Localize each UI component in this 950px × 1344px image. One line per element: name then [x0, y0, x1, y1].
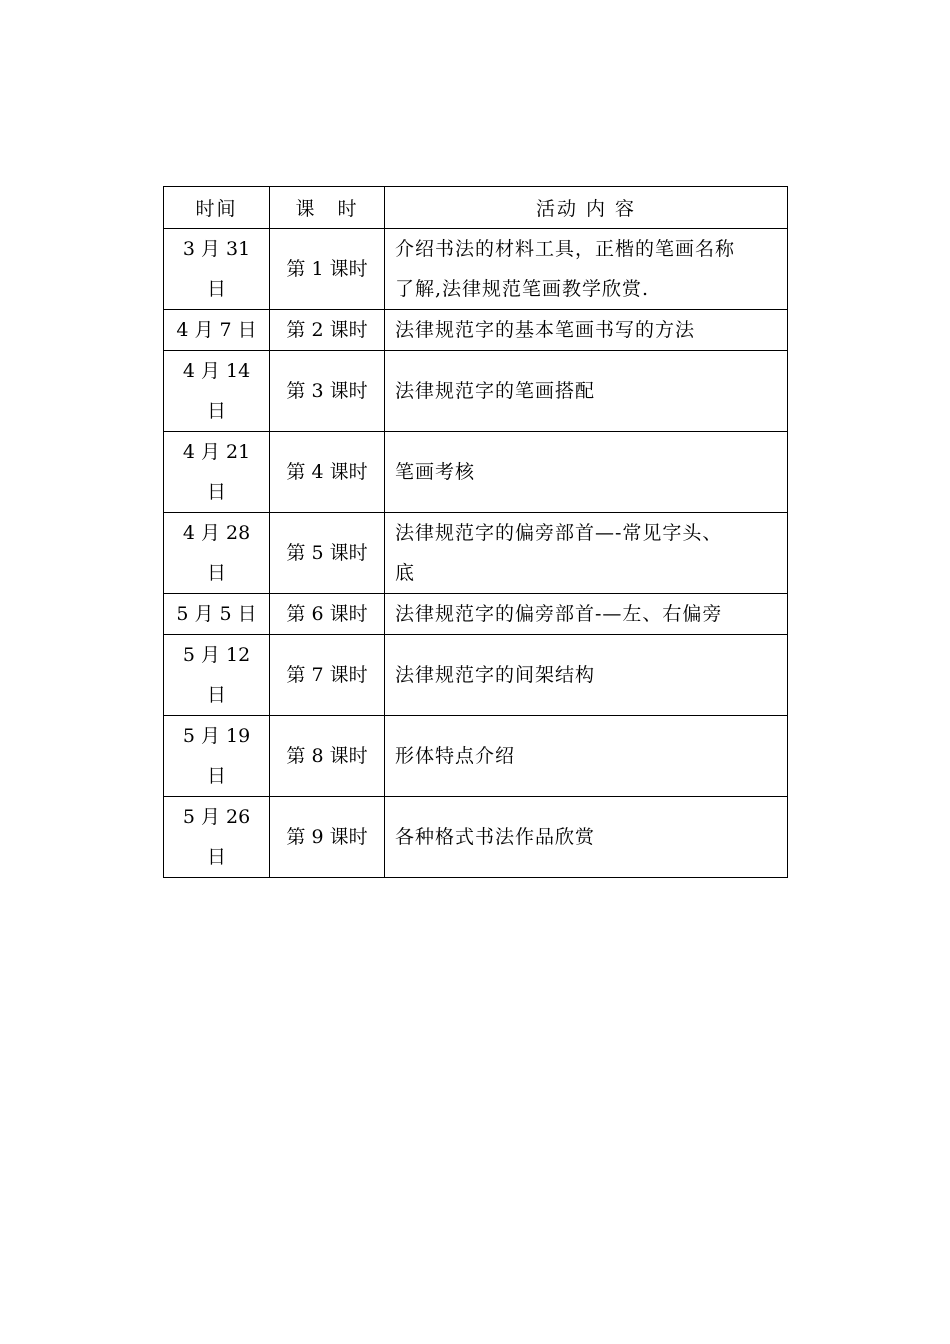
table-row	[164, 594, 788, 635]
date-cell: 4 月 7 日	[164, 310, 270, 351]
header-content: 活动 内 容	[385, 187, 788, 229]
table-row	[164, 229, 788, 310]
table-row	[164, 797, 788, 878]
period-cell: 第 4 课时	[270, 432, 385, 513]
period-cell: 第 7 课时	[270, 635, 385, 716]
date-line-1: 5 月 19	[182, 725, 251, 747]
date-line-2: 日	[206, 278, 226, 300]
date-line-2: 日	[206, 400, 226, 422]
table-row	[164, 351, 788, 432]
content-cell	[385, 229, 788, 310]
period-cell: 第 3 课时	[270, 351, 385, 432]
date-cell	[164, 229, 270, 310]
content-cell: 形体特点介绍	[385, 716, 788, 797]
period-cell: 第 1 课时	[270, 229, 385, 310]
date-line-2: 日	[206, 562, 226, 584]
period-cell: 第 2 课时	[270, 310, 385, 351]
content-cell: 法律规范字的笔画搭配	[385, 351, 788, 432]
table-row	[164, 310, 788, 351]
date-cell: 5 月 5 日	[164, 594, 270, 635]
content-cell: 法律规范字的基本笔画书写的方法	[385, 310, 788, 351]
date-cell	[164, 513, 270, 594]
date-cell	[164, 635, 270, 716]
period-cell: 第 5 课时	[270, 513, 385, 594]
content-cell: 法律规范字的偏旁部首-—左、右偏旁	[385, 594, 788, 635]
date-cell	[164, 351, 270, 432]
period-cell: 第 9 课时	[270, 797, 385, 878]
content-line-1: 介绍书法的材料工具，正楷的笔画名称	[395, 238, 736, 260]
content-line-1: 法律规范字的偏旁部首—-常见字头、	[395, 522, 723, 544]
date-line-1: 3 月 31	[182, 238, 251, 260]
content-cell	[385, 513, 788, 594]
content-cell: 笔画考核	[385, 432, 788, 513]
date-line-2: 日	[206, 481, 226, 503]
header-date: 时间	[164, 187, 270, 229]
table-row	[164, 716, 788, 797]
date-line-1: 4 月 14	[182, 360, 251, 382]
date-line-2: 日	[206, 684, 226, 706]
header-row	[164, 187, 788, 229]
schedule-table	[163, 186, 788, 878]
date-line-1: 5 月 26	[182, 806, 251, 828]
date-line-1: 5 月 12	[182, 644, 251, 666]
date-line-1: 4 月 21	[182, 441, 251, 463]
content-cell: 各种格式书法作品欣赏	[385, 797, 788, 878]
content-line-2: 底	[395, 562, 416, 584]
date-line-2: 日	[206, 765, 226, 787]
table-row	[164, 513, 788, 594]
header-period: 课 时	[270, 187, 385, 229]
period-cell: 第 6 课时	[270, 594, 385, 635]
date-line-2: 日	[206, 846, 226, 868]
date-cell	[164, 432, 270, 513]
content-line-2: 了解,法律规范笔画教学欣赏.	[395, 278, 650, 300]
period-cell: 第 8 课时	[270, 716, 385, 797]
date-cell	[164, 716, 270, 797]
content-cell: 法律规范字的间架结构	[385, 635, 788, 716]
date-cell	[164, 797, 270, 878]
table-row	[164, 432, 788, 513]
date-line-1: 4 月 28	[182, 522, 251, 544]
table-row	[164, 635, 788, 716]
